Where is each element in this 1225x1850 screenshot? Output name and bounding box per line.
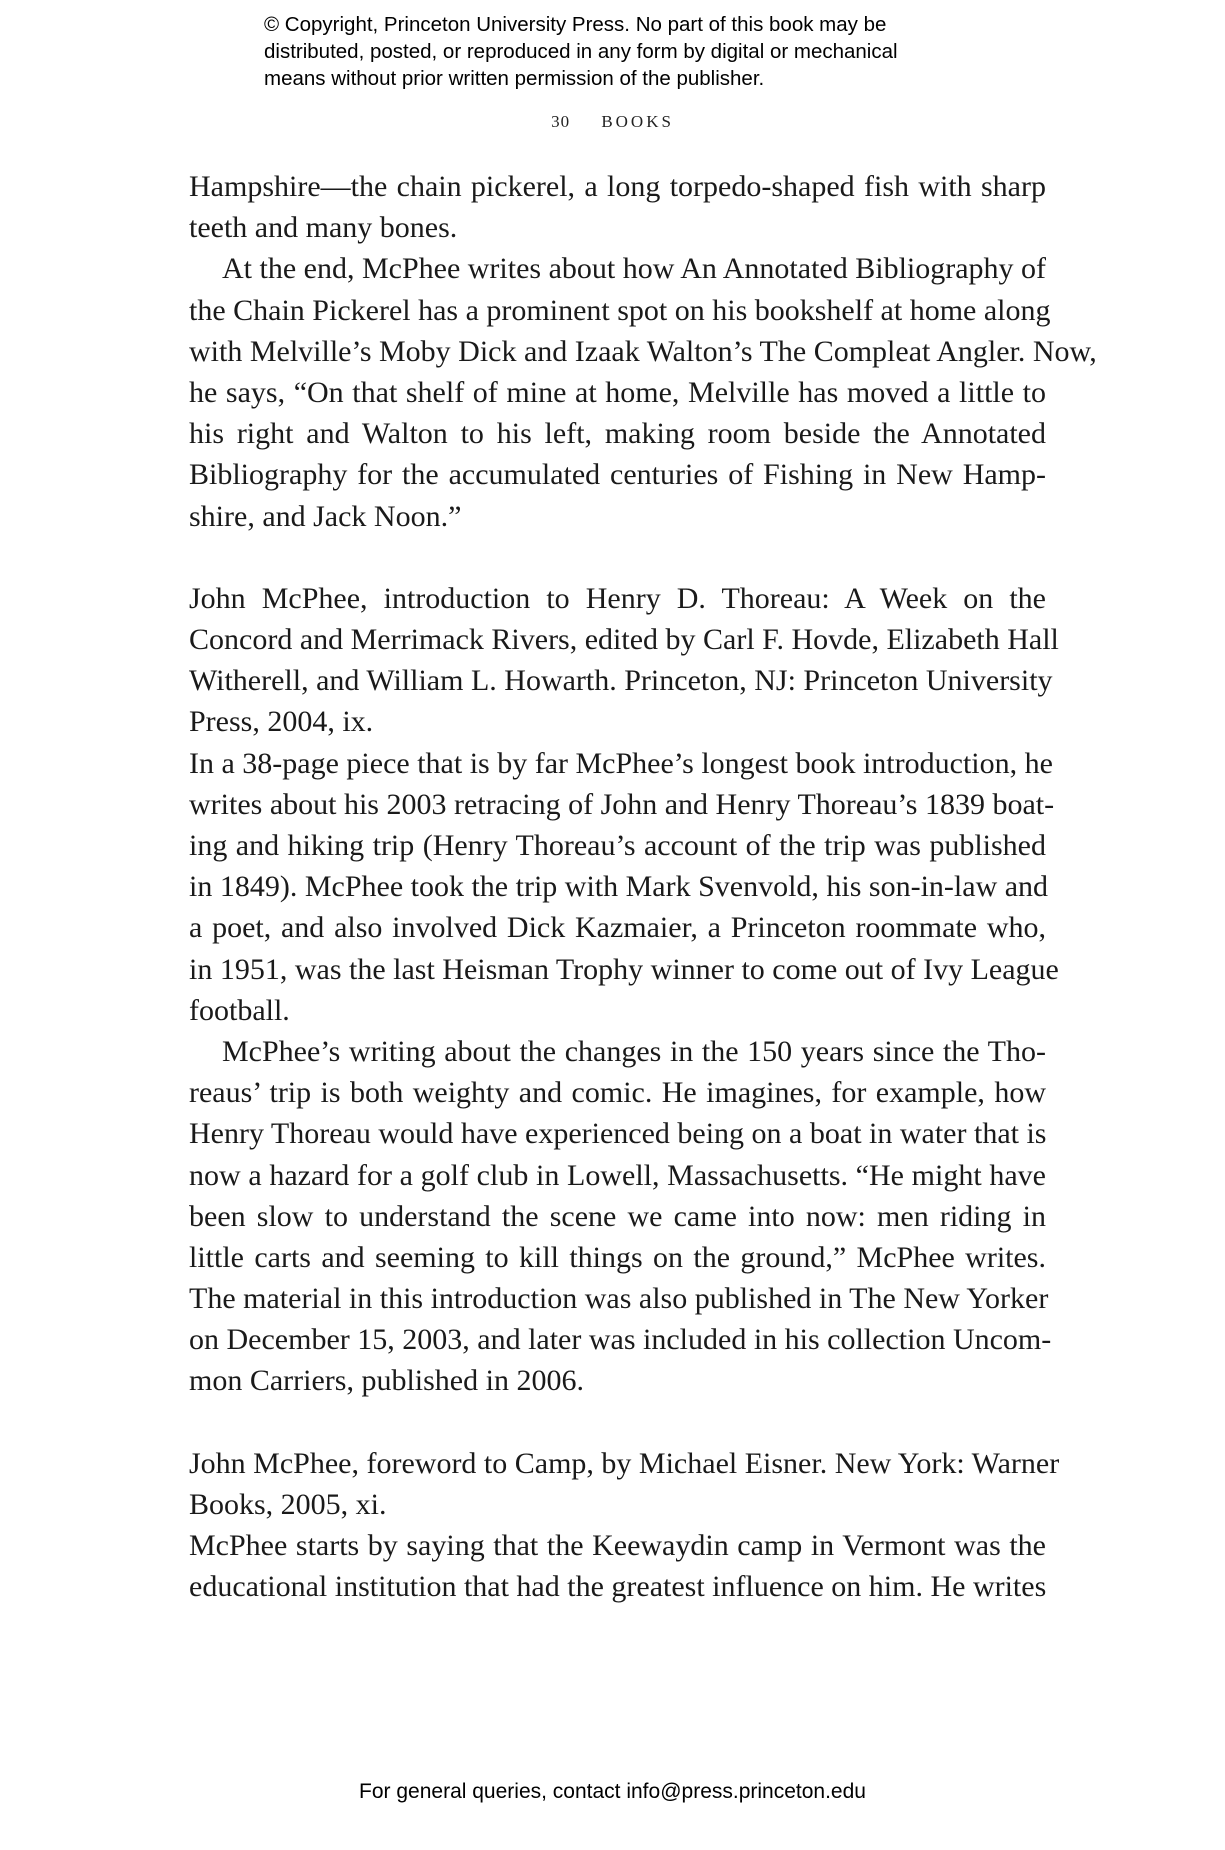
citation-line: John McPhee, foreword to Camp, by Michael Eisner. New York: Warner — [189, 1446, 1060, 1480]
text-line: ing and hiking trip (Henry Thoreau’s account of the trip was published — [189, 829, 1046, 862]
footer-contact: For general queries, contact info@press.princeton.edu — [359, 1780, 866, 1803]
citation-line: Witherell, and William L. Howarth. Princeton, NJ: Princeton University — [189, 664, 1053, 698]
copyright-line: © Copyright, Princeton University Press. No part of this book may be — [264, 13, 887, 36]
text-line: educational institution that had the greatest influence on him. He writes — [189, 1570, 1047, 1604]
text-line: teeth and many bones. — [189, 211, 458, 245]
text-line: mon Carriers, published in 2006. — [189, 1364, 584, 1398]
text-line: now a hazard for a golf club in Lowell, Massachusetts. “He might have — [189, 1158, 1046, 1192]
running-head — [0, 112, 1225, 132]
text-line: a poet, and also involved Dick Kazmaier, a Princeton roommate who, — [189, 911, 1046, 945]
text-line: writes about his 2003 retracing of John and Henry Thoreau’s 1839 boat- — [189, 787, 1055, 821]
body-text — [189, 166, 1097, 1608]
text-line: Henry Thoreau would have experienced being on a boat in water that is — [189, 1117, 1047, 1151]
citation-line: Press, 2004, ix. — [189, 705, 374, 739]
paragraph-gap — [189, 537, 1046, 578]
text-line: In a 38-page piece that is by far McPhee’s longest book introduction, he — [189, 746, 1053, 780]
copyright-notice — [264, 11, 1024, 92]
running-title: BOOKS — [601, 112, 674, 131]
text-line: At the end, McPhee writes about how An Annotated Bibliography of — [222, 252, 1047, 286]
citation-line: Books, 2005, xi. — [189, 1488, 387, 1521]
paragraph-gap — [189, 1402, 1046, 1443]
text-line: Hampshire—the chain pickerel, a long torpedo-shaped fish with sharp — [189, 170, 1046, 203]
text-line: he says, “On that shelf of mine at home, Melville has moved a little to — [189, 375, 1046, 409]
text-line: his right and Walton to his left, making room beside the Annotated — [189, 417, 1046, 451]
page-number: 30 — [551, 112, 571, 131]
copyright-line: distributed, posted, or reproduced in any form by digital or mechanical — [264, 40, 898, 63]
text-line: on December 15, 2003, and later was included in his collection Uncom- — [189, 1323, 1052, 1357]
citation-line: Concord and Merrimack Rivers, edited by Carl F. Hovde, Elizabeth Hall — [189, 623, 1059, 657]
text-line: McPhee starts by saying that the Keewaydin camp in Vermont was the — [189, 1529, 1046, 1563]
text-line: reaus’ trip is both weighty and comic. He imagines, for example, how — [189, 1076, 1046, 1110]
text-line: football. — [189, 993, 290, 1027]
text-line: the Chain Pickerel has a prominent spot on his bookshelf at home along — [189, 293, 1051, 327]
text-line: little carts and seeming to kill things on the ground,” McPhee writes. — [189, 1240, 1046, 1274]
text-line: Bibliography for the accumulated centuries of Fishing in New Hamp- — [189, 458, 1046, 492]
text-line: in 1951, was the last Heisman Trophy winner to come out of Ivy League — [189, 952, 1059, 986]
text-line: in 1849). McPhee took the trip with Mark Svenvold, his son-in-law and — [189, 870, 1049, 904]
citation-line: John McPhee, introduction to Henry D. Thoreau: A Week on the — [189, 581, 1046, 615]
text-line: been slow to understand the scene we came into now: men riding in — [189, 1199, 1046, 1233]
text-line: The material in this introduction was also published in The New Yorker — [189, 1282, 1049, 1316]
text-line: with Melville’s Moby Dick and Izaak Walton’s The Compleat Angler. Now, — [189, 334, 1097, 368]
copyright-line: means without prior written permission of the publisher. — [264, 67, 765, 90]
text-line: shire, and Jack Noon.” — [189, 499, 462, 533]
text-line: McPhee’s writing about the changes in the 150 years since the Tho- — [222, 1034, 1046, 1068]
